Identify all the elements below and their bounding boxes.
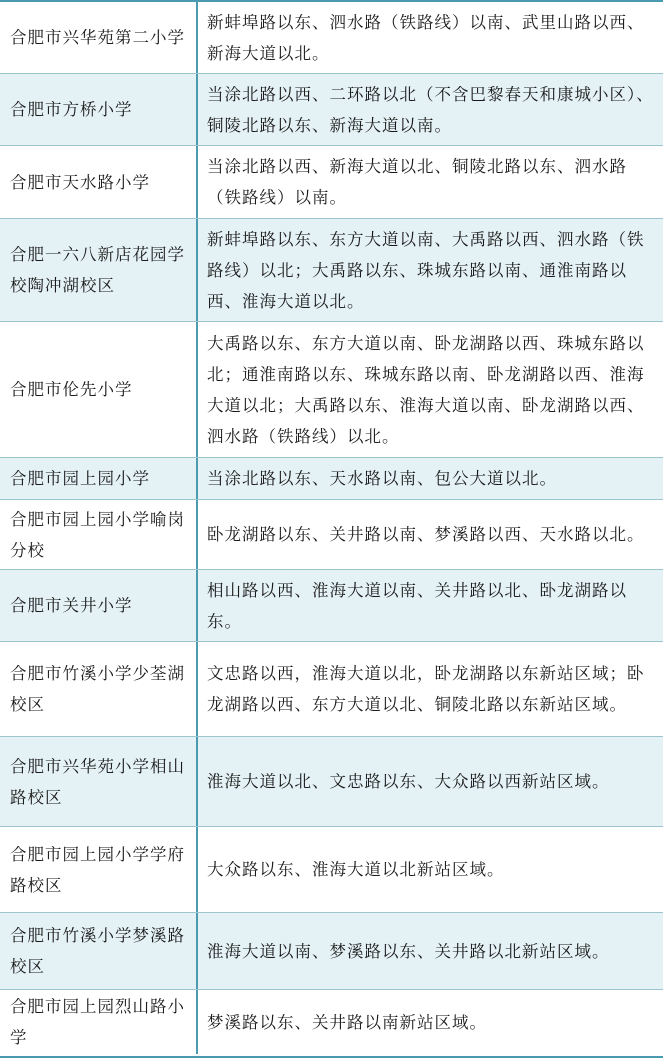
table-row: [0, 74, 663, 146]
table-row: [0, 570, 663, 642]
school-name-cell: 合肥市兴华苑小学相山路校区: [0, 737, 198, 826]
table-row: [0, 990, 663, 1054]
table-row: [0, 642, 663, 737]
district-area-cell: 大众路以东、淮海大道以北新站区域。: [207, 860, 505, 879]
school-name-cell: 合肥市园上园小学喻岗分校: [0, 500, 198, 569]
school-name-cell: 合肥市园上园小学: [0, 458, 198, 499]
district-area-cell: 淮海大道以南、梦溪路以东、关井路以北新站区域。: [207, 941, 610, 961]
school-name-cell: 合肥市伦先小学: [0, 322, 198, 457]
district-area-cell: 当涂北路以西、新海大道以北、铜陵北路以东、泗水路（铁路线）以南。: [207, 157, 627, 207]
school-name-cell: 合肥市竹溪小学少荃湖校区: [0, 642, 198, 736]
table-row: [0, 322, 663, 458]
table-row: [0, 458, 663, 500]
district-area-cell: 当涂北路以东、天水路以南、包公大道以北。: [207, 469, 557, 488]
district-area-cell: 卧龙湖路以东、关井路以南、梦溪路以西、天水路以北。: [207, 525, 645, 544]
table-row: [0, 146, 663, 219]
school-name-cell: 合肥市竹溪小学梦溪路校区: [0, 913, 198, 989]
district-area-cell: 大禹路以东、东方大道以南、卧龙湖路以西、珠城东路以北；通淮南路以东、珠城东路以南、卧龙湖路以西、淮海大道以北；大禹路以东、淮海大道以南、卧龙湖路以西、泗水路（铁路线）以北。: [207, 333, 645, 446]
school-name-cell: 合肥市兴华苑第二小学: [0, 2, 198, 73]
table-row: [0, 827, 663, 913]
school-name-cell: 合肥一六八新店花园学校陶冲湖校区: [0, 219, 198, 321]
district-area-cell: 文忠路以西，淮海大道以北，卧龙湖路以东新站区域；卧龙湖路以西、东方大道以北、铜陵北路以东新站区域。: [207, 664, 645, 714]
school-name-cell: 合肥市园上园小学学府路校区: [0, 827, 198, 912]
table-row: [0, 500, 663, 570]
district-area-cell: 新蚌埠路以东、泗水路（铁路线）以南、武里山路以西、新海大道以北。: [207, 12, 645, 63]
school-name-cell: 合肥市方桥小学: [0, 74, 198, 145]
school-name-cell: 合肥市天水路小学: [0, 146, 198, 218]
school-name-cell: 合肥市关井小学: [0, 570, 198, 641]
school-name-cell: 合肥市园上园烈山路小学: [0, 990, 198, 1054]
table-row: [0, 219, 663, 322]
table-row: [0, 913, 663, 990]
district-area-cell: 梦溪路以东、关井路以南新站区域。: [207, 1012, 487, 1032]
district-area-cell: 当涂北路以西、二环路以北（不含巴黎春天和康城小区）、铜陵北路以东、新海大道以南。: [207, 84, 654, 135]
district-area-cell: 相山路以西、淮海大道以南、关井路以北、卧龙湖路以东。: [207, 580, 627, 631]
district-area-cell: 淮海大道以北、文忠路以东、大众路以西新站区域。: [207, 772, 610, 791]
district-area-cell: 新蚌埠路以东、东方大道以南、大禹路以西、泗水路（铁路线）以北；大禹路以东、珠城东路以南、通淮南路以西、淮海大道以北。: [207, 229, 645, 311]
table-row: [0, 737, 663, 827]
table-row: [0, 2, 663, 74]
